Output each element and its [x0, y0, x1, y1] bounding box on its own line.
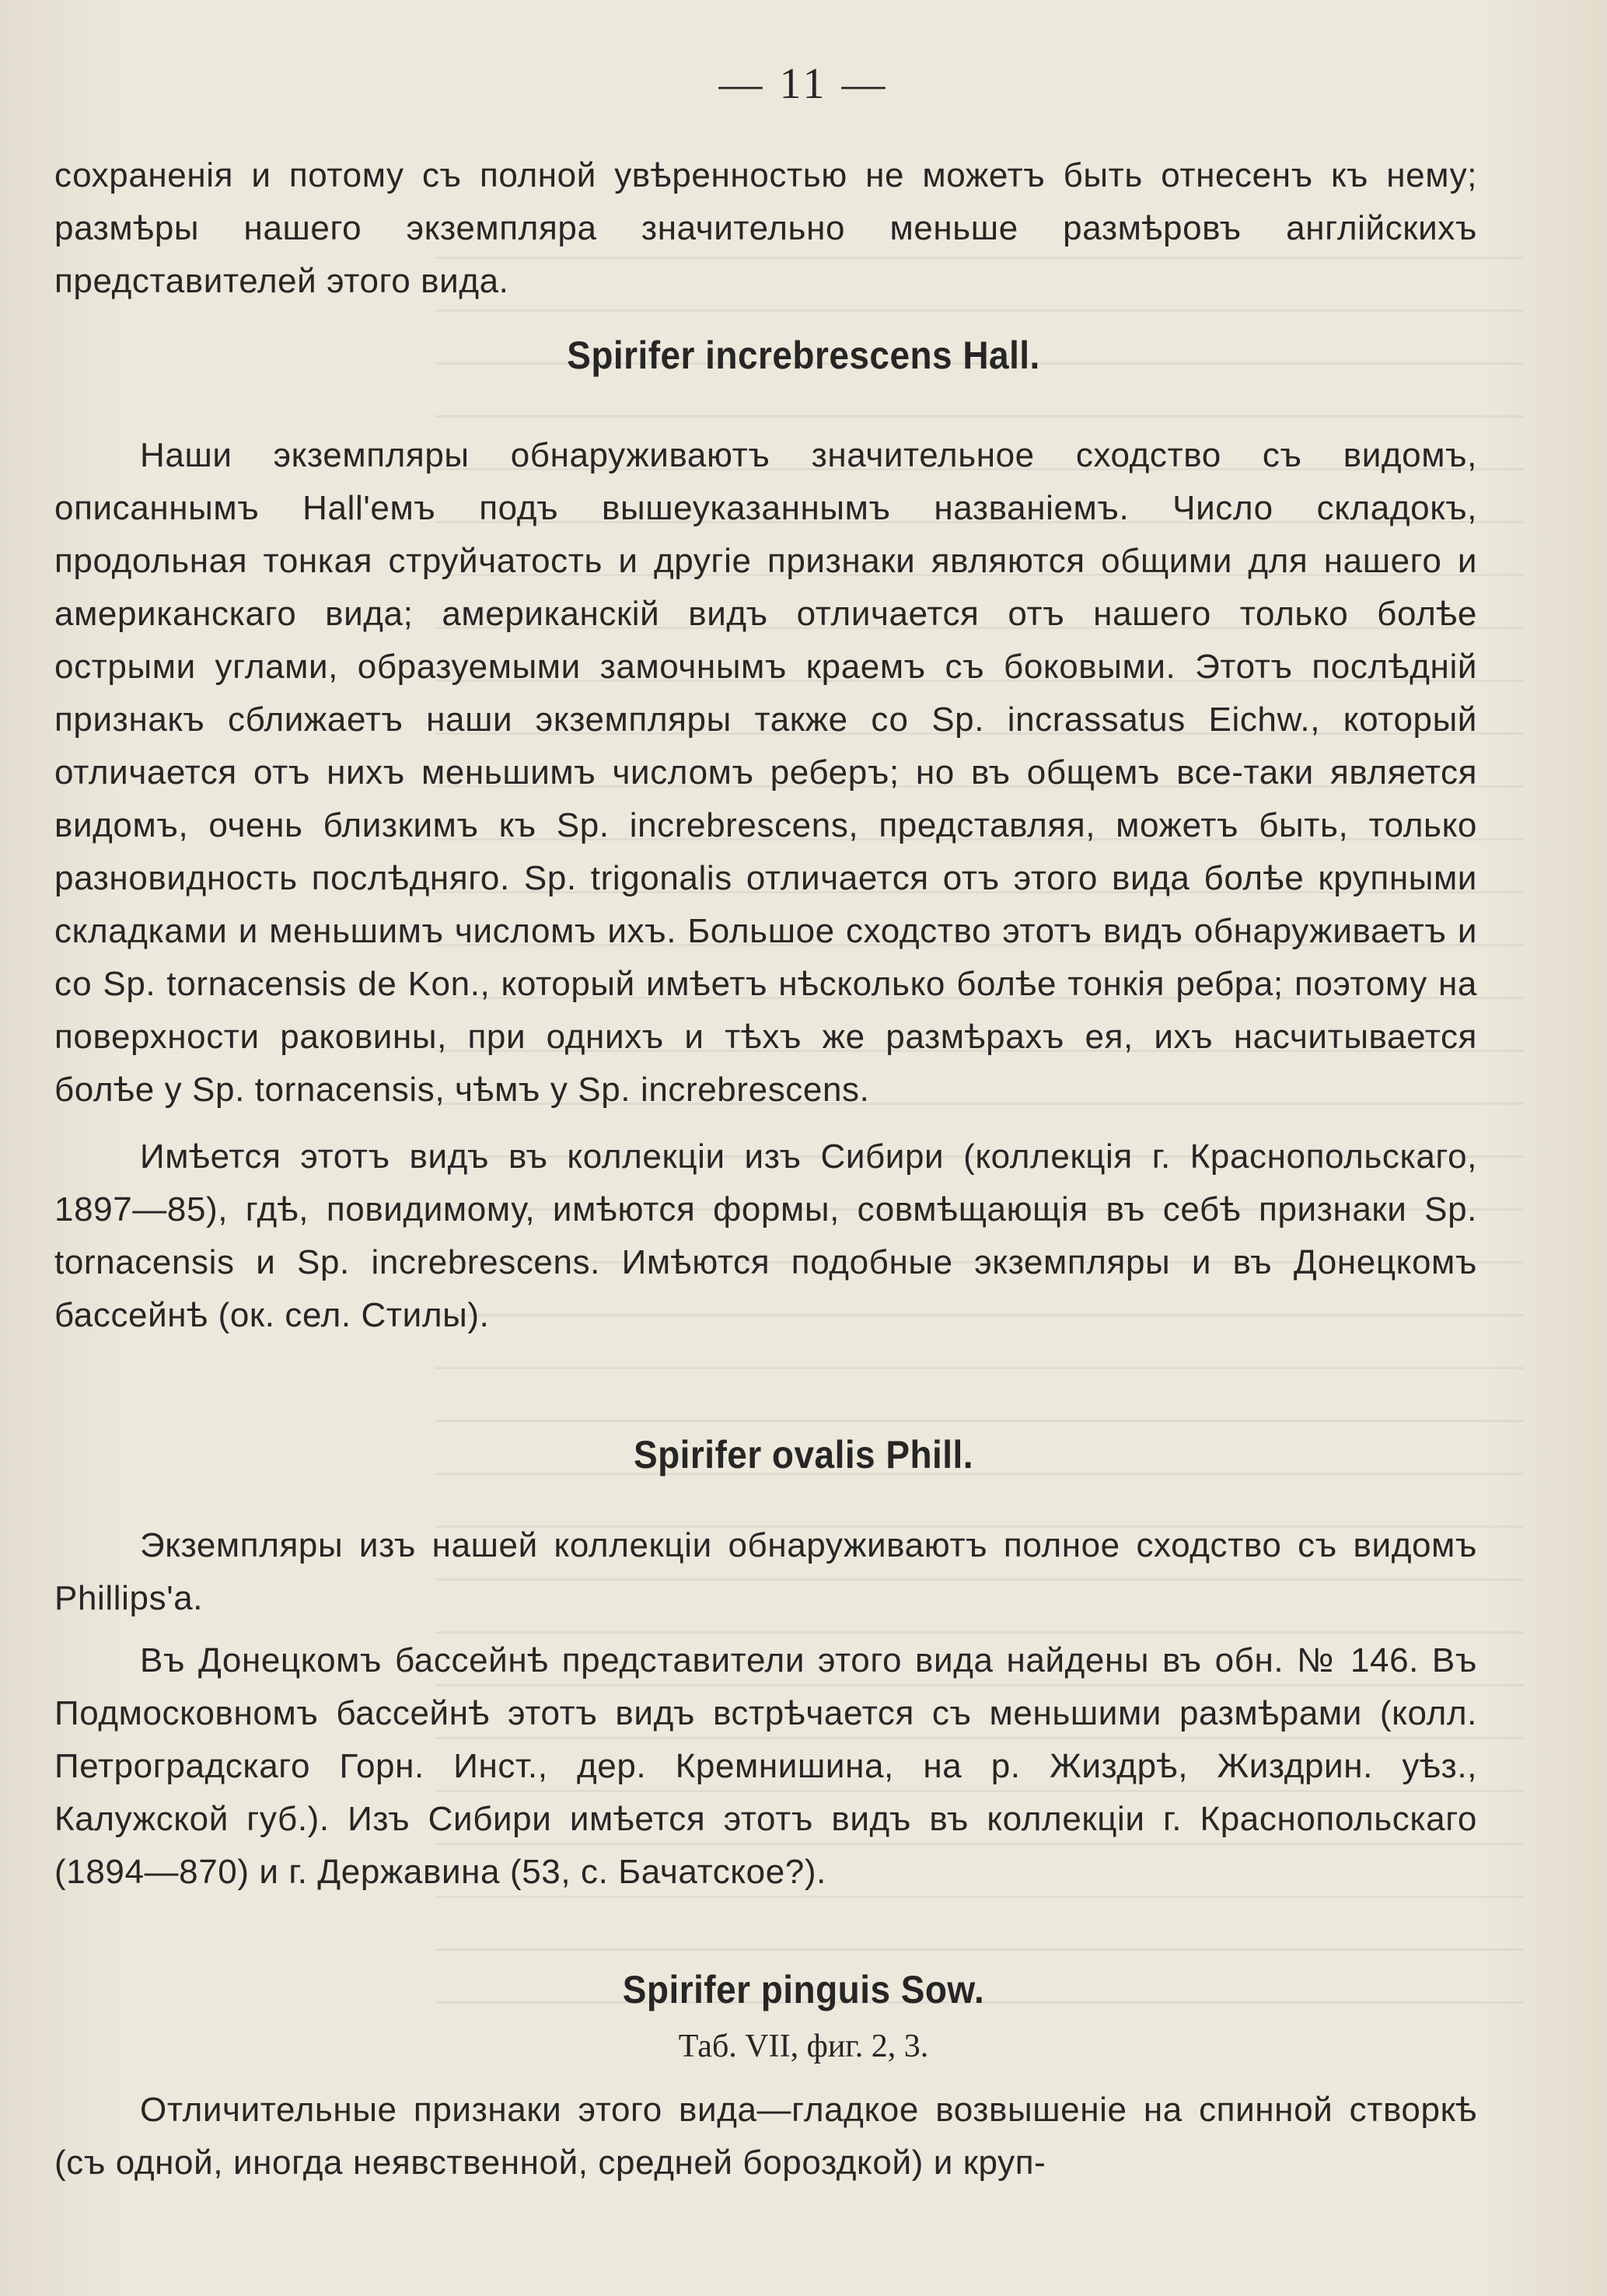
section-heading-ovalis: Spirifer ovalis Phill. [633, 1433, 974, 1476]
paragraph: Отличительные признаки этого вида—гладкое возвышеніе на спинной створкѣ (съ одной, иногда неявственной, средней бороздкой) и круп- [54, 2091, 1477, 2182]
section-body-increbrescens [54, 429, 1477, 1342]
paragraph: Наши экземпляры обнаруживаютъ значительное сходство съ видомъ, описаннымъ Hall'емъ подъ вышеуказаннымъ названіемъ. Число складокъ, продольная тонкая струйчатость и другіе признаки являются общими для нашего и американскаго вида; американскій видъ отличается отъ нашего только болѣе острыми углами, образуемыми замочнымъ краемъ съ боковыми. Этотъ послѣдній признакъ сближаетъ наши экземпляры также со Sp. incrassatus Eichw., который отличается отъ нихъ меньшимъ числомъ реберъ; но въ общемъ все-таки является видомъ, очень близкимъ къ Sp. increbrescens, представляя, можетъ быть, только разновидность послѣдняго. Sp. trigonalis отличается отъ этого вида болѣе крупными складками и меньшимъ числомъ ихъ. Большое сходство этотъ видъ обнаруживаетъ и со Sp. tornacensis de Kon., который имѣетъ нѣсколько болѣе тонкія ребра; поэтому на поверхности раковины, при однихъ и тѣхъ же размѣрахъ ея, ихъ насчитывается болѣе у Sp. tornacensis, чѣмъ у Sp. increbrescens. [54, 436, 1477, 1109]
section-heading-increbrescens: Spirifer increbrescens Hall. [567, 334, 1040, 377]
paragraph: Въ Донецкомъ бассейнѣ представители этого вида найдены въ обн. № 146. Въ Подмосковномъ бассейнѣ этотъ видъ встрѣчается съ меньшими размѣрами (колл. Петроградскаго Горн. Инст., дер. Кремнишина, на р. Жиздрѣ, Жиздрин. уѣз., Калужской губ.). Изъ Сибири имѣется этотъ видъ въ коллекціи г. Краснопольскаго (1894—870) и г. Державина (53, с. Бачатское?). [54, 1641, 1477, 1891]
paragraph: Имѣется этотъ видъ въ коллекціи изъ Сибири (коллекція г. Краснопольскаго, 1897—85), гдѣ, повидимому, имѣются формы, совмѣщающія въ себѣ признаки Sp. tornacensis и Sp. increbrescens. Имѣются подобные экземпляры и въ Донецкомъ бассейнѣ (ок. сел. Стилы). [54, 1138, 1477, 1334]
intro-paragraph: сохраненія и потому съ полной увѣренностью не можетъ быть отнесенъ къ нему; размѣры нашего экземпляра значительно меньше размѣровъ англійскихъ представителей этого вида. [54, 156, 1477, 300]
section-body-pinguis [54, 2084, 1477, 2189]
section-body-ovalis [54, 1519, 1477, 1899]
plate-reference: Таб. VII, фиг. 2, 3. [678, 2029, 929, 2064]
intro-block [54, 149, 1477, 308]
paragraph: Экземпляры изъ нашей коллекціи обнаруживаютъ полное сходство съ видомъ Phillips'a. [54, 1526, 1477, 1617]
section-heading-pinguis: Spirifer pinguis Sow. [622, 1968, 985, 2011]
page-number: — 11 — [718, 60, 889, 108]
